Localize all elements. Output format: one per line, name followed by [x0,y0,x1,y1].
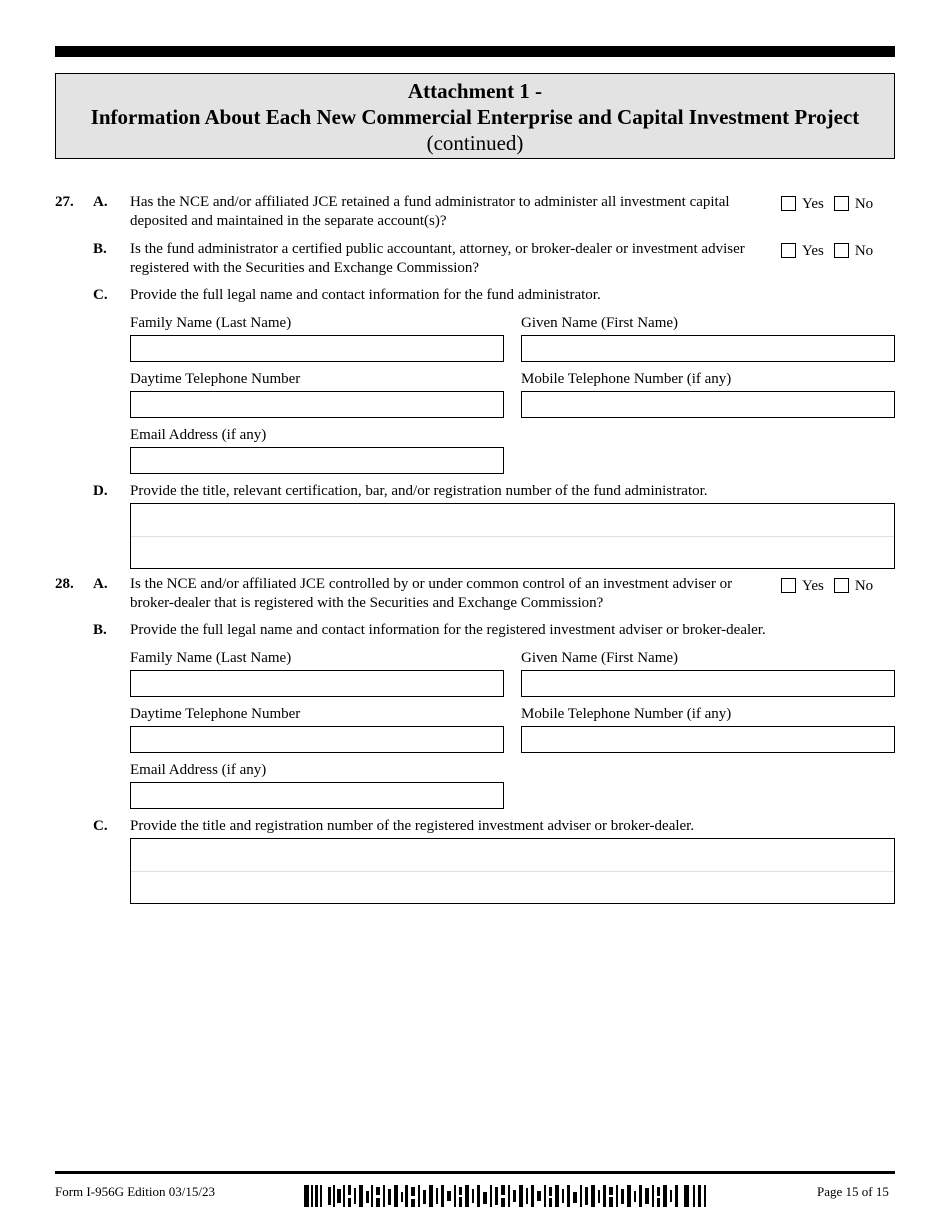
item-27b-options [781,242,883,260]
email-label: Email Address (if any) [130,762,267,778]
item-27d-letter: D. [93,483,108,499]
yes-label: Yes [802,196,824,212]
item-28b-given-name-input[interactable] [521,670,895,697]
item-number-27: 27. [55,194,74,210]
item-27b-question: Is the fund administrator a certified public accountant, attorney, or broker-dealer or investment adviser registered with the Securities and Exchange Commission? [130,241,745,276]
item-27b-letter: B. [93,241,107,257]
item-27a-letter: A. [93,194,108,210]
item-27c-letter: C. [93,287,108,303]
item-28b-email-input[interactable] [130,782,504,809]
section-header [55,73,895,159]
mobile-phone-label: Mobile Telephone Number (if any) [521,371,732,387]
item-27c-instruction: Provide the full legal name and contact information for the fund administrator. [130,287,601,303]
item-28b-letter: B. [93,622,107,638]
textarea-line-divider [131,871,894,872]
no-label: No [854,578,874,594]
email-label: Email Address (if any) [130,427,267,443]
given-name-label: Given Name (First Name) [521,315,679,331]
daytime-phone-label: Daytime Telephone Number [130,706,301,722]
item-27c-mobile-phone-input[interactable] [521,391,895,418]
item-28a-letter: A. [93,576,108,592]
item-27a-options [781,195,883,213]
form-edition: Form I-956G Edition 03/15/23 [55,1184,215,1199]
daytime-phone-label: Daytime Telephone Number [130,371,301,387]
top-rule [55,46,895,57]
item-28a-yes-checkbox[interactable] [781,578,796,593]
no-label: No [854,243,874,259]
item-28a-question: Is the NCE and/or affiliated JCE controlled by or under common control of an investment adviser or broker-dealer that is registered with the Securities and Exchange Commission? [130,576,733,611]
bottom-rule [55,1171,895,1174]
item-28c-letter: C. [93,818,108,834]
item-number-28: 28. [55,576,74,592]
item-27b-yes-checkbox[interactable] [781,243,796,258]
no-label: No [854,196,874,212]
header-continued: (continued) [426,131,524,155]
page-number: Page 15 of 15 [817,1184,889,1199]
header-title: Attachment 1 - [407,79,543,103]
item-27a-question: Has the NCE and/or affiliated JCE retained a fund administrator to administer all investment capital deposited and maintained in the separate account(s)? [130,194,730,229]
barcode-icon [304,1185,712,1207]
item-28b-mobile-phone-input[interactable] [521,726,895,753]
yes-label: Yes [802,243,824,259]
item-28b-daytime-phone-input[interactable] [130,726,504,753]
item-28b-family-name-input[interactable] [130,670,504,697]
item-27c-daytime-phone-input[interactable] [130,391,504,418]
item-27c-given-name-input[interactable] [521,335,895,362]
item-27c-family-name-input[interactable] [130,335,504,362]
item-28b-instruction: Provide the full legal name and contact information for the registered investment adviser or broker-dealer. [130,622,766,638]
item-28a-no-checkbox[interactable] [834,578,849,593]
item-28c-textarea[interactable] [130,838,895,904]
item-27d-textarea[interactable] [130,503,895,569]
mobile-phone-label: Mobile Telephone Number (if any) [521,706,732,722]
yes-label: Yes [802,578,824,594]
item-27c-email-input[interactable] [130,447,504,474]
textarea-line-divider [131,536,894,537]
family-name-label: Family Name (Last Name) [130,315,292,331]
item-27b-no-checkbox[interactable] [834,243,849,258]
header-subtitle: Information About Each New Commercial Enterprise and Capital Investment Project [90,105,860,129]
item-28a-options [781,577,883,595]
item-28c-instruction: Provide the title and registration number of the registered investment adviser or broker-dealer. [130,818,695,834]
given-name-label: Given Name (First Name) [521,650,679,666]
item-27d-instruction: Provide the title, relevant certification, bar, and/or registration number of the fund administrator. [130,483,708,499]
item-27a-yes-checkbox[interactable] [781,196,796,211]
family-name-label: Family Name (Last Name) [130,650,292,666]
item-27a-no-checkbox[interactable] [834,196,849,211]
